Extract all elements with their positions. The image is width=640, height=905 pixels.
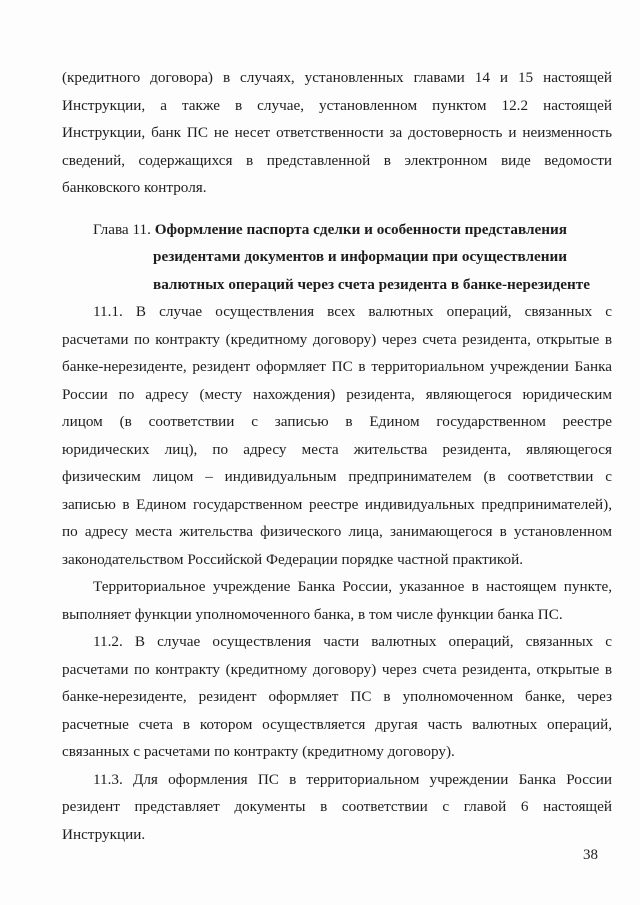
paragraph-territorial — [62, 573, 612, 628]
paragraph-11-1 — [62, 298, 612, 573]
paragraph-intro — [62, 64, 612, 202]
text-line: 11.2. В случае осуществления части валютных операций, связанных с — [93, 633, 612, 650]
paragraph-11-2 — [62, 628, 612, 766]
chapter-heading-line-1 — [62, 216, 612, 244]
chapter-heading-line-2: резидентами документов и информации при осуществлении — [153, 248, 568, 265]
chapter-number-label: Глава 11. — [93, 220, 151, 238]
text-line: России по адресу (месту нахождения) резидента, являющегося юридическим — [62, 385, 612, 403]
text-line: Инструкции, банк ПС не несет ответственности за достоверность и неизменность — [62, 124, 612, 141]
text-line: Территориальное учреждение Банка России, указанное в настоящем пункте, — [93, 578, 612, 595]
page-number: 38 — [583, 847, 598, 863]
document-content — [62, 64, 612, 848]
text-line: банковского контроля. — [62, 179, 207, 196]
text-line: сведений, содержащихся в представленной в электронном виде ведомости — [62, 151, 612, 169]
chapter-title-part-1: Оформление паспорта сделки и особенности представления — [154, 220, 567, 238]
text-line: записью в Едином государственном реестре индивидуальных предпринимателей), — [62, 495, 612, 513]
text-line: банке-нерезиденте, резидент оформляет ПС в территориальном учреждении Банка — [62, 358, 612, 375]
text-line: юридических лиц), по адресу места жительства резидента, являющегося — [62, 440, 612, 458]
text-line: физическим лицом – индивидуальным предпринимателем (в соответствии с — [62, 468, 612, 485]
text-line: 11.3. Для оформления ПС в территориальном учреждении Банка России — [93, 770, 612, 788]
text-line: лицом (в соответствии с записью в Едином государственном реестре — [62, 413, 612, 430]
text-line: выполняет функции уполномоченного банка, в том числе функции банка ПС. — [62, 605, 563, 623]
text-line: Инструкции. — [62, 825, 146, 843]
text-line: по адресу места жительства физического лица, занимающегося в установленном — [62, 523, 612, 540]
text-line: Инструкции, а также в случае, установленном пунктом 12.2 настоящей — [62, 96, 612, 114]
text-line: связанных с расчетами по контракту (кредитному договору). — [62, 743, 455, 760]
text-line: расчетами по контракту (кредитному договору) через счета резидента, открытые в — [62, 660, 612, 678]
text-line: расчетами по контракту (кредитному договору) через счета резидента, открытые в — [62, 330, 612, 348]
text-line: 11.1. В случае осуществления всех валютных операций, связанных с — [93, 303, 612, 320]
chapter-heading — [62, 216, 612, 299]
text-line: расчетные счета в котором осуществляется другая часть валютных операций, — [62, 715, 612, 733]
text-line: (кредитного договора) в случаях, установленных главами 14 и 15 настоящей — [62, 69, 612, 86]
text-line: резидент представляет документы в соответствии с главой 6 настоящей — [62, 798, 612, 815]
text-line: банке-нерезиденте, резидент оформляет ПС в уполномоченном банке, через — [62, 688, 612, 705]
chapter-heading-line-3: валютных операций через счета резидента в банке-нерезиденте — [153, 275, 590, 293]
paragraph-11-3 — [62, 766, 612, 849]
text-line: законодательством Российской Федерации порядке частной практикой. — [62, 550, 524, 568]
